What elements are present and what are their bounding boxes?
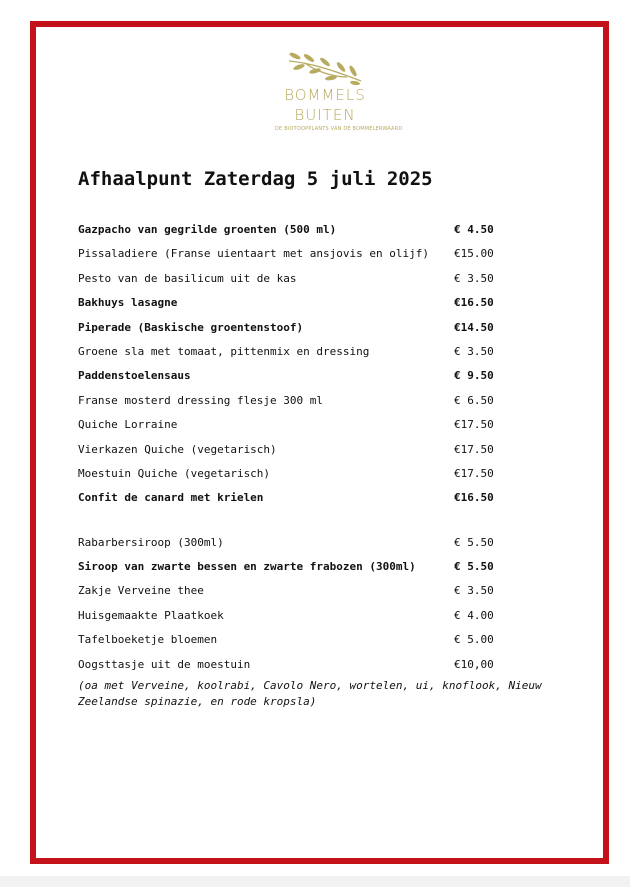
menu-item xyxy=(78,584,498,608)
menu-item xyxy=(78,247,498,271)
menu-item xyxy=(78,560,498,584)
menu-item-price: € 3.50 xyxy=(454,344,494,358)
menu-item-price: € 4.00 xyxy=(454,608,494,622)
menu-item-price: €14.50 xyxy=(454,320,494,334)
logo-line-2: BUITEN xyxy=(294,106,356,124)
menu-item-price: € 5.50 xyxy=(454,535,494,549)
menu-item-name: Franse mosterd dressing flesje 300 ml xyxy=(78,393,324,407)
menu-item xyxy=(78,272,498,296)
menu-item-name: Bakhuys lasagne xyxy=(78,296,178,310)
menu-item-price: €17.50 xyxy=(454,466,494,480)
menu-item-price: €17.50 xyxy=(454,418,494,432)
logo xyxy=(275,51,403,146)
menu-item-name: Paddenstoelensaus xyxy=(78,369,191,383)
menu-item-price: €10,00 xyxy=(454,657,494,671)
menu-item xyxy=(78,491,498,515)
menu-item-name: Zakje Verveine thee xyxy=(78,584,204,598)
menu-item-name: Groene sla met tomaat, pittenmix en dressing xyxy=(78,344,370,358)
menu-item-name: Pesto van de basilicum uit de kas xyxy=(78,271,297,285)
menu-item-name: Pissaladiere (Franse uientaart met ansjovis en olijf) xyxy=(78,247,429,261)
section-gap xyxy=(78,516,498,536)
menu-item xyxy=(78,418,498,442)
red-border-frame xyxy=(30,21,609,864)
menu-item-price: € 9.50 xyxy=(454,369,494,383)
menu-item-name: Quiche Lorraine xyxy=(78,418,178,432)
menu-item-price: € 6.50 xyxy=(454,393,494,407)
menu-item-name: Piperade (Baskische groentenstoof) xyxy=(78,320,304,334)
menu-item xyxy=(78,443,498,467)
menu-item-name: Confit de canard met krielen xyxy=(78,491,264,505)
menu-item-name: Vierkazen Quiche (vegetarisch) xyxy=(78,442,277,456)
menu-item-price: € 3.50 xyxy=(454,584,494,598)
menu-item xyxy=(78,321,498,345)
menu-item xyxy=(78,658,498,682)
menu-item-price: €15.00 xyxy=(454,247,494,261)
menu-item xyxy=(78,609,498,633)
menu-item-price: €16.50 xyxy=(454,491,494,505)
menu-item-price: € 5.00 xyxy=(454,633,494,647)
menu-list xyxy=(78,223,542,710)
menu-item-price: € 3.50 xyxy=(454,271,494,285)
menu-item xyxy=(78,345,498,369)
logo-tagline: DE BIOTOOPPLANTS VAN DE BOMMELERWAARD xyxy=(275,126,403,132)
page-title: Afhaalpunt Zaterdag 5 juli 2025 xyxy=(78,168,433,190)
harvest-bag-note: (oa met Verveine, koolrabi, Cavolo Nero, wortelen, ui, knoflook, Nieuw Zeelandse spinazie, en rode kropsla) xyxy=(78,679,542,709)
menu-item xyxy=(78,369,498,393)
menu-item-name: Gazpacho van gegrilde groenten (500 ml) xyxy=(78,223,337,236)
menu-item xyxy=(78,296,498,320)
menu-item xyxy=(78,467,498,491)
olive-branch-icon xyxy=(285,51,365,85)
menu-item-price: €16.50 xyxy=(454,296,494,310)
menu-item-name: Huisgemaakte Plaatkoek xyxy=(78,608,224,622)
menu-item-name: Tafelboeketje bloemen xyxy=(78,633,218,647)
menu-item-name: Oogsttasje uit de moestuin xyxy=(78,657,251,671)
menu-item-price: €17.50 xyxy=(454,442,494,456)
menu-item xyxy=(78,223,498,247)
menu-item-price: € 5.50 xyxy=(454,560,494,574)
extra-items xyxy=(78,536,498,682)
menu-item-name: Rabarbersiroop (300ml) xyxy=(78,535,224,549)
menu-item-price: € 4.50 xyxy=(454,223,494,236)
menu-item-name: Siroop van zwarte bessen en zwarte frabozen (300ml) xyxy=(78,560,416,574)
menu-item xyxy=(78,633,498,657)
menu-items xyxy=(78,223,498,516)
menu-item-name: Moestuin Quiche (vegetarisch) xyxy=(78,466,271,480)
logo-line-1: BOMMELS xyxy=(284,86,366,104)
menu-item xyxy=(78,394,498,418)
menu-item xyxy=(78,536,498,560)
